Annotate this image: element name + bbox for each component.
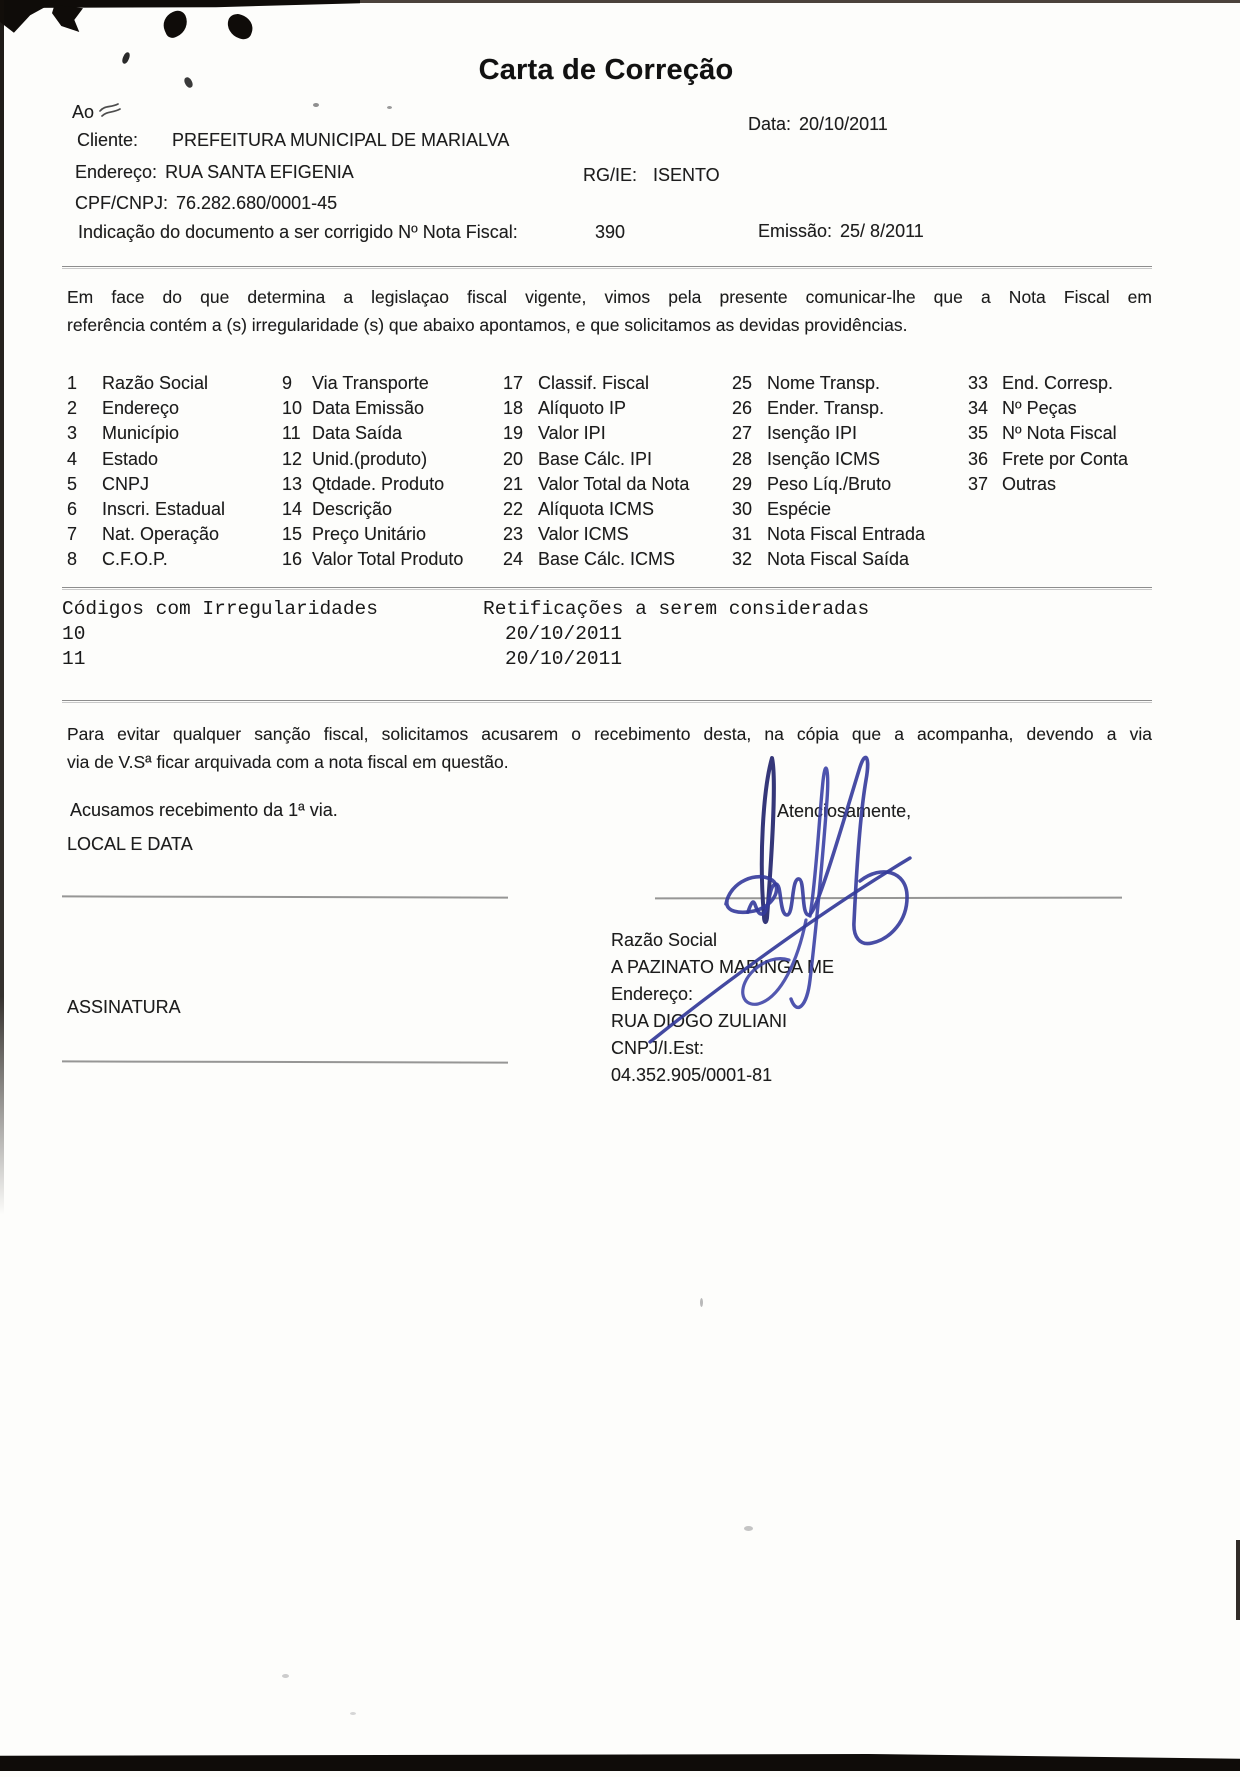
field-code-item [968, 447, 1128, 472]
field-code-label: Base Cálc. ICMS [538, 549, 676, 570]
horizontal-rule [62, 266, 1152, 269]
field-code-label: Valor IPI [538, 423, 606, 444]
field-codes-column [282, 371, 463, 573]
field-code-number: 11 [282, 423, 301, 444]
field-code-label: Preço Unitário [312, 524, 427, 545]
recipient-ao: Ao [72, 102, 95, 122]
irregularity-code: 10 [62, 623, 86, 645]
scan-speck-mark [121, 51, 131, 64]
rgie-label: RG/IE: [583, 165, 638, 185]
field-code-item [282, 522, 463, 547]
field-code-label: Nat. Operação [102, 524, 220, 545]
field-code-item [282, 396, 463, 421]
codes-header: Códigos com Irregularidades [62, 598, 378, 620]
field-code-number: 25 [732, 373, 753, 393]
field-code-item [67, 447, 225, 472]
field-code-number: 18 [503, 398, 524, 419]
field-codes-column [968, 371, 1128, 497]
acknowledgement-text: Acusamos recebimento da 1ª via. [70, 800, 338, 820]
scan-speck-mark [183, 76, 194, 89]
issuer-cnpj-label: CNPJ/I.Est: [611, 1038, 705, 1058]
field-code-number: 20 [503, 448, 524, 469]
field-code-number: 26 [732, 398, 753, 419]
field-code-item [503, 522, 689, 547]
field-code-number: 3 [67, 423, 78, 444]
field-code-label: Outras [1002, 473, 1057, 494]
cpf-cnpj-value: 76.282.680/0001-45 [176, 193, 338, 213]
nota-fiscal-number: 390 [595, 222, 626, 242]
field-code-item [503, 371, 689, 396]
field-code-label: Isenção IPI [767, 423, 858, 444]
date-value: 20/10/2011 [799, 114, 888, 134]
field-code-number: 36 [968, 448, 989, 469]
address-value: RUA SANTA EFIGENIA [165, 162, 354, 182]
irregularity-codes [62, 622, 85, 672]
field-code-number: 1 [67, 373, 78, 393]
field-codes-column [67, 371, 225, 573]
field-code-label: C.F.O.P. [102, 549, 168, 570]
field-code-item [67, 547, 225, 572]
irregularity-code: 11 [62, 648, 86, 670]
intro-paragraph-line2: referência contém a (s) irregularidade (s) que abaixo apontamos, e que solicitamos as devidas providências. [67, 315, 908, 335]
signature [620, 650, 930, 1060]
closing-salutation: Atenciosamente, [777, 801, 912, 821]
field-code-item [968, 371, 1128, 396]
field-code-number: 23 [503, 524, 524, 545]
field-code-item [503, 472, 689, 497]
field-code-label: Nº Peças [1002, 398, 1077, 419]
issuer-address-value: RUA DIOGO ZULIANI [611, 1011, 788, 1031]
scan-edge-right [1236, 1540, 1240, 1620]
field-code-label: Razão Social [102, 373, 209, 393]
field-code-item [67, 396, 225, 421]
field-code-item [503, 547, 689, 572]
field-code-number: 7 [67, 524, 78, 545]
field-code-label: End. Corresp. [1002, 373, 1114, 393]
field-codes-column [732, 371, 925, 573]
assinatura-label: ASSINATURA [67, 997, 181, 1017]
field-code-item [732, 421, 925, 446]
emission-label: Emissão: [758, 221, 833, 241]
field-code-label: Peso Líq./Bruto [767, 473, 892, 494]
scan-speck [744, 1526, 753, 1531]
field-code-label: Unid.(produto) [312, 448, 428, 469]
field-code-label: CNPJ [102, 473, 150, 494]
indication-label: Indicação do documento a ser corrigido Nº Nota Fiscal: [78, 222, 518, 242]
retifications-header: Retificações a serem consideradas [483, 598, 870, 620]
field-code-number: 33 [968, 373, 989, 393]
field-code-number: 4 [67, 448, 78, 469]
field-code-number: 32 [732, 549, 753, 570]
closing-paragraph-line2: via de V.Sª ficar arquivada com a nota fiscal em questão. [67, 752, 509, 772]
field-code-label: Valor Total da Nota [538, 473, 690, 494]
issuer-razao-social-label: Razão Social [611, 930, 718, 950]
field-code-item [282, 447, 463, 472]
field-code-item [732, 472, 925, 497]
field-code-number: 37 [968, 473, 989, 494]
date-row [748, 113, 888, 135]
field-codes-column [503, 371, 689, 573]
field-code-label: Via Transporte [312, 373, 429, 393]
field-code-item [732, 547, 925, 572]
emission-row [758, 220, 924, 242]
scan-speck [387, 106, 392, 109]
field-code-label: Nota Fiscal Entrada [767, 524, 926, 545]
field-code-number: 27 [732, 423, 753, 444]
field-code-item [282, 497, 463, 522]
field-code-number: 34 [968, 398, 989, 419]
signature-line-left-bottom [62, 1060, 508, 1063]
field-code-label: Inscri. Estadual [102, 498, 226, 519]
field-code-label: Município [102, 423, 180, 444]
field-code-label: Valor Total Produto [312, 549, 464, 570]
cpf-cnpj-row [75, 192, 337, 214]
cpf-cnpj-label: CPF/CNPJ: [75, 193, 169, 213]
field-code-label: Endereço [102, 398, 180, 419]
scan-edge-bottom-band [0, 1754, 1240, 1771]
address-label: Endereço: [75, 162, 158, 182]
client-value: PREFEITURA MUNICIPAL DE MARIALVA [172, 130, 510, 150]
field-code-label: Nota Fiscal Saída [767, 549, 910, 570]
field-code-number: 9 [282, 373, 293, 393]
field-code-label: Data Saída [312, 423, 403, 444]
field-code-item [503, 396, 689, 421]
field-code-label: Classif. Fiscal [538, 373, 650, 393]
scan-speck [282, 1674, 289, 1678]
field-code-label: Isenção ICMS [767, 448, 881, 469]
scan-speck [313, 103, 319, 107]
field-code-number: 14 [282, 498, 303, 519]
field-code-number: 8 [67, 549, 78, 570]
field-code-number: 19 [503, 423, 524, 444]
date-label: Data: [748, 114, 792, 134]
field-code-number: 28 [732, 448, 753, 469]
intro-paragraph-line1: Em face do que determina a legislaçao fiscal vigente, vimos pela presente comunicar-lhe que a Nota Fiscal em [67, 287, 1152, 307]
field-code-number: 21 [503, 473, 524, 494]
field-code-item [732, 371, 925, 396]
field-code-number: 13 [282, 473, 303, 494]
field-code-item [67, 371, 225, 396]
address-row [75, 161, 354, 183]
field-code-label: Alíquoto IP [538, 398, 627, 419]
field-code-number: 10 [282, 398, 303, 419]
scan-speck [350, 1712, 356, 1715]
emission-value: 25/ 8/2011 [840, 221, 924, 241]
field-code-item [282, 547, 463, 572]
irregularity-retifications [505, 622, 622, 672]
field-code-item [282, 421, 463, 446]
retification-date: 20/10/2011 [505, 648, 623, 670]
field-code-label: Alíquota ICMS [538, 498, 655, 519]
field-code-item [67, 472, 225, 497]
document-title: Carta de Correção [478, 54, 734, 86]
issuer-address-label: Endereço: [611, 984, 694, 1004]
field-code-item [67, 497, 225, 522]
field-code-number: 29 [732, 473, 753, 494]
field-code-label: Nome Transp. [767, 373, 881, 393]
scan-blob [52, 5, 83, 32]
field-code-number: 35 [968, 423, 989, 444]
horizontal-rule [62, 700, 1152, 703]
signature-line-left [62, 895, 508, 898]
field-code-item [732, 447, 925, 472]
field-code-label: Nº Nota Fiscal [1002, 423, 1117, 444]
field-code-label: Frete por Conta [1002, 448, 1129, 469]
field-code-number: 5 [67, 473, 78, 494]
field-code-item [968, 472, 1128, 497]
scan-blob [159, 8, 192, 40]
scan-blob [224, 12, 256, 42]
field-code-label: Descrição [312, 498, 393, 519]
field-code-label: Valor ICMS [538, 524, 629, 545]
field-code-item [732, 396, 925, 421]
horizontal-rule [62, 587, 1152, 590]
field-code-item [732, 497, 925, 522]
field-code-number: 24 [503, 549, 524, 570]
field-code-number: 2 [67, 398, 78, 419]
field-code-item [282, 371, 463, 396]
closing-paragraph-line1: Para evitar qualquer sanção fiscal, solicitamos acusarem o recebimento desta, na cópia que a acompanha, devendo a via [67, 724, 1152, 744]
rgie-value: ISENTO [653, 165, 720, 185]
field-code-label: Ender. Transp. [767, 398, 885, 419]
local-e-data-label: LOCAL E DATA [67, 834, 193, 854]
issuer-cnpj-value: 04.352.905/0001-81 [611, 1065, 773, 1085]
field-code-label: Qtdade. Produto [312, 473, 445, 494]
scan-speck [700, 1298, 703, 1307]
field-code-item [732, 522, 925, 547]
field-code-item [67, 421, 225, 446]
client-label: Cliente: [77, 130, 139, 150]
field-code-item [282, 472, 463, 497]
field-code-item [503, 421, 689, 446]
field-code-item [67, 522, 225, 547]
handwritten-mark [99, 103, 123, 118]
field-code-label: Data Emissão [312, 398, 425, 419]
field-code-number: 15 [282, 524, 303, 545]
scan-edge-left [0, 0, 4, 1215]
field-code-number: 12 [282, 448, 303, 469]
field-code-label: Espécie [767, 498, 832, 519]
field-code-number: 30 [732, 498, 753, 519]
field-code-number: 16 [282, 549, 303, 570]
field-code-number: 17 [503, 373, 524, 393]
field-code-item [503, 497, 689, 522]
field-code-item [968, 396, 1128, 421]
field-code-item [503, 447, 689, 472]
field-code-label: Estado [102, 448, 159, 469]
retification-date: 20/10/2011 [505, 623, 623, 645]
field-code-number: 6 [67, 498, 78, 519]
field-code-number: 22 [503, 498, 524, 519]
issuer-razao-social-value: A PAZINATO MARINGA ME [611, 957, 835, 977]
field-code-number: 31 [732, 524, 753, 545]
field-code-label: Base Cálc. IPI [538, 448, 653, 469]
field-code-item [968, 421, 1128, 446]
